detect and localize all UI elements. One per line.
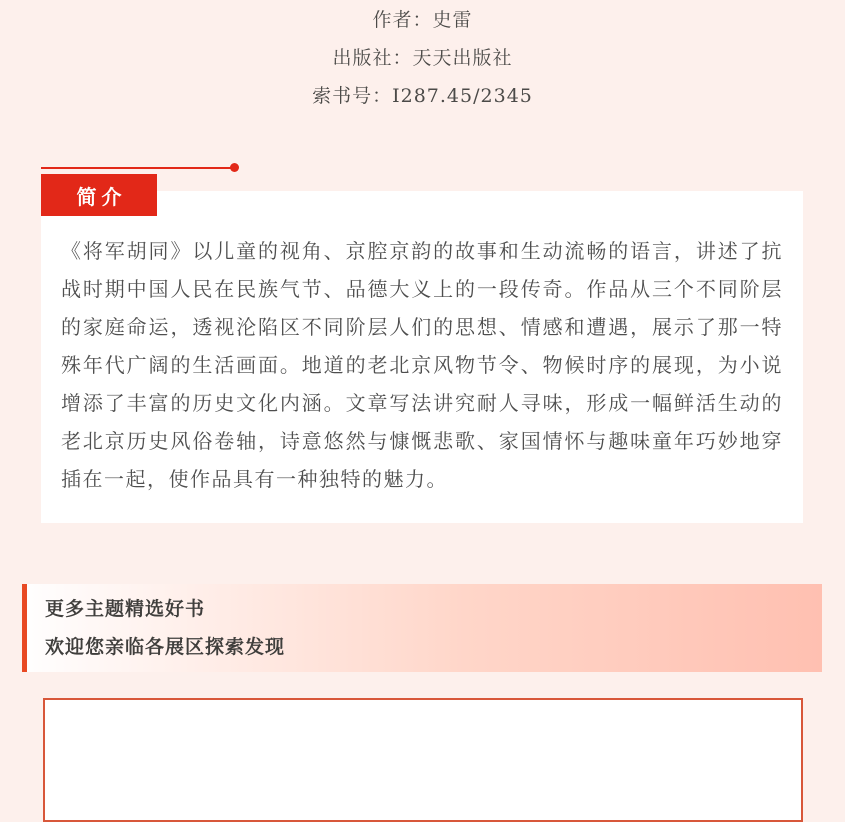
promo-banner — [22, 584, 822, 672]
promo-line-2: 欢迎您亲临各展区探索发现 — [45, 636, 286, 658]
section-divider — [41, 163, 241, 172]
intro-card — [41, 191, 803, 523]
book-call-number-line: 索书号：I287.45/2345 — [312, 85, 533, 107]
intro-section-label — [41, 174, 157, 216]
divider-line — [41, 167, 231, 169]
intro-paragraph: 《将军胡同》以儿童的视角、京腔京韵的故事和生动流畅的语言，讲述了抗战时期中国人民在民族气节、品德大义上的一段传奇。作品从三个不同阶层的家庭命运，透视沦陷区不同阶层人们的思想、情感和遭遇，展示了那一特殊年代广阔的生活画面。地道的老北京风物节令、物候时序的展现，为小说增添了丰富的历史文化内涵。文章写法讲究耐人寻味，形成一幅鲜活生动的老北京历史风俗卷轴，诗意悠然与慷慨悲歌、家国情怀与趣味童年巧妙地穿插在一起，使作品具有一种独特的魅力。 — [61, 239, 783, 491]
next-section-card — [43, 698, 803, 822]
book-publisher-line: 出版社：天天出版社 — [332, 47, 513, 69]
book-author-line: 作者：史雷 — [372, 9, 473, 31]
book-meta — [0, 0, 845, 115]
divider-dot-icon — [230, 163, 239, 172]
intro-section-label-text: 简介 — [76, 184, 127, 209]
promo-line-1: 更多主题精选好书 — [45, 598, 206, 620]
